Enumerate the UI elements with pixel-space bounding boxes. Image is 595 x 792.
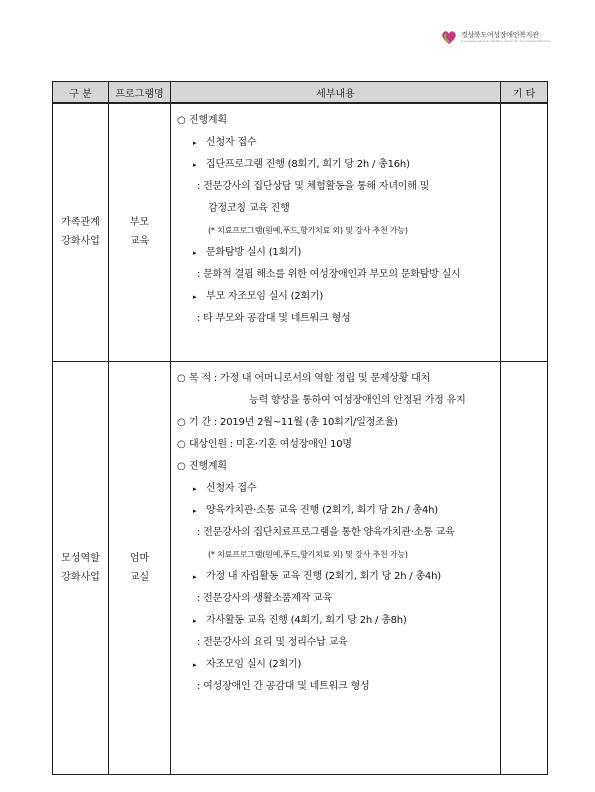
detail-line bbox=[177, 566, 500, 588]
detail-text: (* 치료프로그램(원예,푸드,향기치료 외) 및 강사 추천 가능) bbox=[208, 226, 408, 235]
header-category: 구 분 bbox=[53, 82, 109, 104]
detail-line bbox=[177, 154, 500, 176]
detail-text: 대상인원 : 미혼·기혼 여성장애인 10명 bbox=[189, 438, 352, 450]
circle-bullet-icon: ○ bbox=[177, 372, 186, 384]
triangle-bullet-icon: ▸ bbox=[193, 572, 197, 581]
detail-line bbox=[177, 610, 500, 632]
detail-text: 진행계획 bbox=[189, 115, 227, 126]
logo-name: 경상북도여성장애인복지관 bbox=[461, 31, 539, 39]
details-cell bbox=[171, 103, 501, 361]
triangle-bullet-icon: ▸ bbox=[193, 249, 197, 257]
detail-line bbox=[177, 676, 500, 698]
detail-line bbox=[177, 110, 500, 132]
detail-line bbox=[177, 632, 500, 654]
circle-bullet-icon: ○ bbox=[177, 460, 186, 472]
detail-text: 부모 자조모임 실시 (2회기) bbox=[206, 291, 324, 302]
detail-text: 양육가치관·소통 교육 진행 (2회기, 회기 당 2h / 총4h) bbox=[206, 504, 438, 516]
category-text: 강화사업 bbox=[61, 571, 100, 583]
triangle-bullet-icon: ▸ bbox=[193, 660, 197, 669]
category-cell bbox=[53, 361, 109, 774]
detail-text: : 여성장애인 간 공감대 및 네트워크 형성 bbox=[197, 680, 370, 692]
detail-text: 신청자 접수 bbox=[206, 482, 257, 494]
detail-text: 집단프로그램 진행 (8회기, 회기 당 2h / 총16h) bbox=[206, 159, 410, 170]
program-cell bbox=[109, 103, 171, 361]
triangle-bullet-icon: ▸ bbox=[193, 506, 197, 515]
detail-text: : 전문강사의 생활소품제작 교육 bbox=[197, 592, 333, 604]
header-program: 프로그램명 bbox=[109, 82, 171, 104]
detail-text: 진행계획 bbox=[189, 460, 227, 472]
etc-cell bbox=[501, 361, 548, 774]
detail-line bbox=[177, 412, 500, 434]
detail-text: : 전문강사의 집단치료프로그램을 통한 양육가치관·소통 교육 bbox=[197, 526, 455, 538]
detail-text: : 전문강사의 집단상담 및 체험활동을 통해 자녀이해 및 bbox=[197, 181, 430, 192]
detail-text: 능력 향상을 통하여 여성장애인의 안정된 가정 유지 bbox=[249, 394, 466, 406]
header-details: 세부내용 bbox=[171, 82, 501, 104]
table-row bbox=[53, 103, 548, 361]
program-cell bbox=[109, 361, 171, 774]
detail-line bbox=[177, 286, 500, 308]
logo-mark-icon bbox=[440, 28, 458, 46]
detail-text: : 전문강사의 요리 및 정리수납 교육 bbox=[197, 636, 348, 648]
triangle-bullet-icon: ▸ bbox=[193, 293, 197, 301]
etc-cell bbox=[501, 103, 548, 361]
detail-line bbox=[177, 390, 500, 412]
program-text: 교실 bbox=[129, 571, 150, 583]
detail-line bbox=[177, 478, 500, 500]
detail-text: 가사활동 교육 진행 (4회기, 회기 당 2h / 총8h) bbox=[206, 614, 407, 626]
triangle-bullet-icon: ▸ bbox=[193, 161, 197, 169]
detail-line bbox=[177, 242, 500, 264]
program-text: 엄마 bbox=[129, 552, 150, 564]
detail-text: 자조모임 실시 (2회기) bbox=[206, 658, 302, 670]
header-etc: 기 타 bbox=[501, 82, 548, 104]
program-text: 부모 bbox=[129, 217, 150, 229]
detail-line bbox=[177, 500, 500, 522]
detail-line bbox=[177, 588, 500, 610]
table-header-row bbox=[53, 82, 548, 104]
circle-bullet-icon: ○ bbox=[177, 438, 186, 450]
detail-line bbox=[177, 264, 500, 286]
category-cell bbox=[53, 103, 109, 361]
detail-line bbox=[177, 308, 500, 330]
program-text: 교육 bbox=[129, 236, 150, 248]
detail-text: 가정 내 자립활동 교육 진행 (2회기, 회기 당 2h / 총4h) bbox=[206, 570, 441, 582]
detail-line bbox=[177, 176, 500, 198]
category-text: 가족관계 bbox=[61, 217, 100, 229]
detail-text: 감정코칭 교육 진행 bbox=[208, 203, 290, 214]
triangle-bullet-icon: ▸ bbox=[193, 484, 197, 493]
detail-line bbox=[177, 544, 500, 566]
detail-line bbox=[177, 132, 500, 154]
detail-line bbox=[177, 456, 500, 478]
details-cell bbox=[171, 361, 501, 774]
detail-text: 목 적 : 가정 내 어머니로서의 역할 정립 및 문제상황 대처 bbox=[189, 372, 431, 384]
detail-line bbox=[177, 220, 500, 242]
detail-line bbox=[177, 434, 500, 456]
logo-subtitle: Gyeongsangbuk-do Welfare Center for the Disabled Women bbox=[461, 39, 551, 43]
detail-line bbox=[177, 368, 500, 390]
detail-text: 문화탐방 실시 (1회기) bbox=[206, 247, 302, 258]
detail-text: (* 치료프로그램(원예,푸드,향기치료 외) 및 강사 추천 가능) bbox=[208, 549, 408, 559]
detail-text: : 문화적 결핍 해소를 위한 여성장애인과 부모의 문화탐방 실시 bbox=[197, 269, 461, 280]
detail-text: 신청자 접수 bbox=[206, 137, 257, 148]
program-table bbox=[52, 81, 548, 775]
triangle-bullet-icon: ▸ bbox=[193, 139, 197, 147]
category-text: 강화사업 bbox=[61, 236, 100, 248]
category-text: 모성역할 bbox=[61, 552, 100, 564]
detail-line bbox=[177, 654, 500, 676]
detail-text: : 타 부모와 공감대 및 네트워크 형성 bbox=[197, 313, 351, 324]
circle-bullet-icon: ○ bbox=[177, 416, 186, 428]
table-row bbox=[53, 361, 548, 774]
detail-line bbox=[177, 198, 500, 220]
detail-text: 기 간 : 2019년 2월~11월 (총 10회기/일정조율) bbox=[189, 416, 398, 428]
circle-bullet-icon: ○ bbox=[177, 115, 186, 126]
table-body bbox=[53, 103, 548, 774]
triangle-bullet-icon: ▸ bbox=[193, 616, 197, 625]
organization-logo bbox=[440, 28, 551, 46]
detail-line bbox=[177, 522, 500, 544]
